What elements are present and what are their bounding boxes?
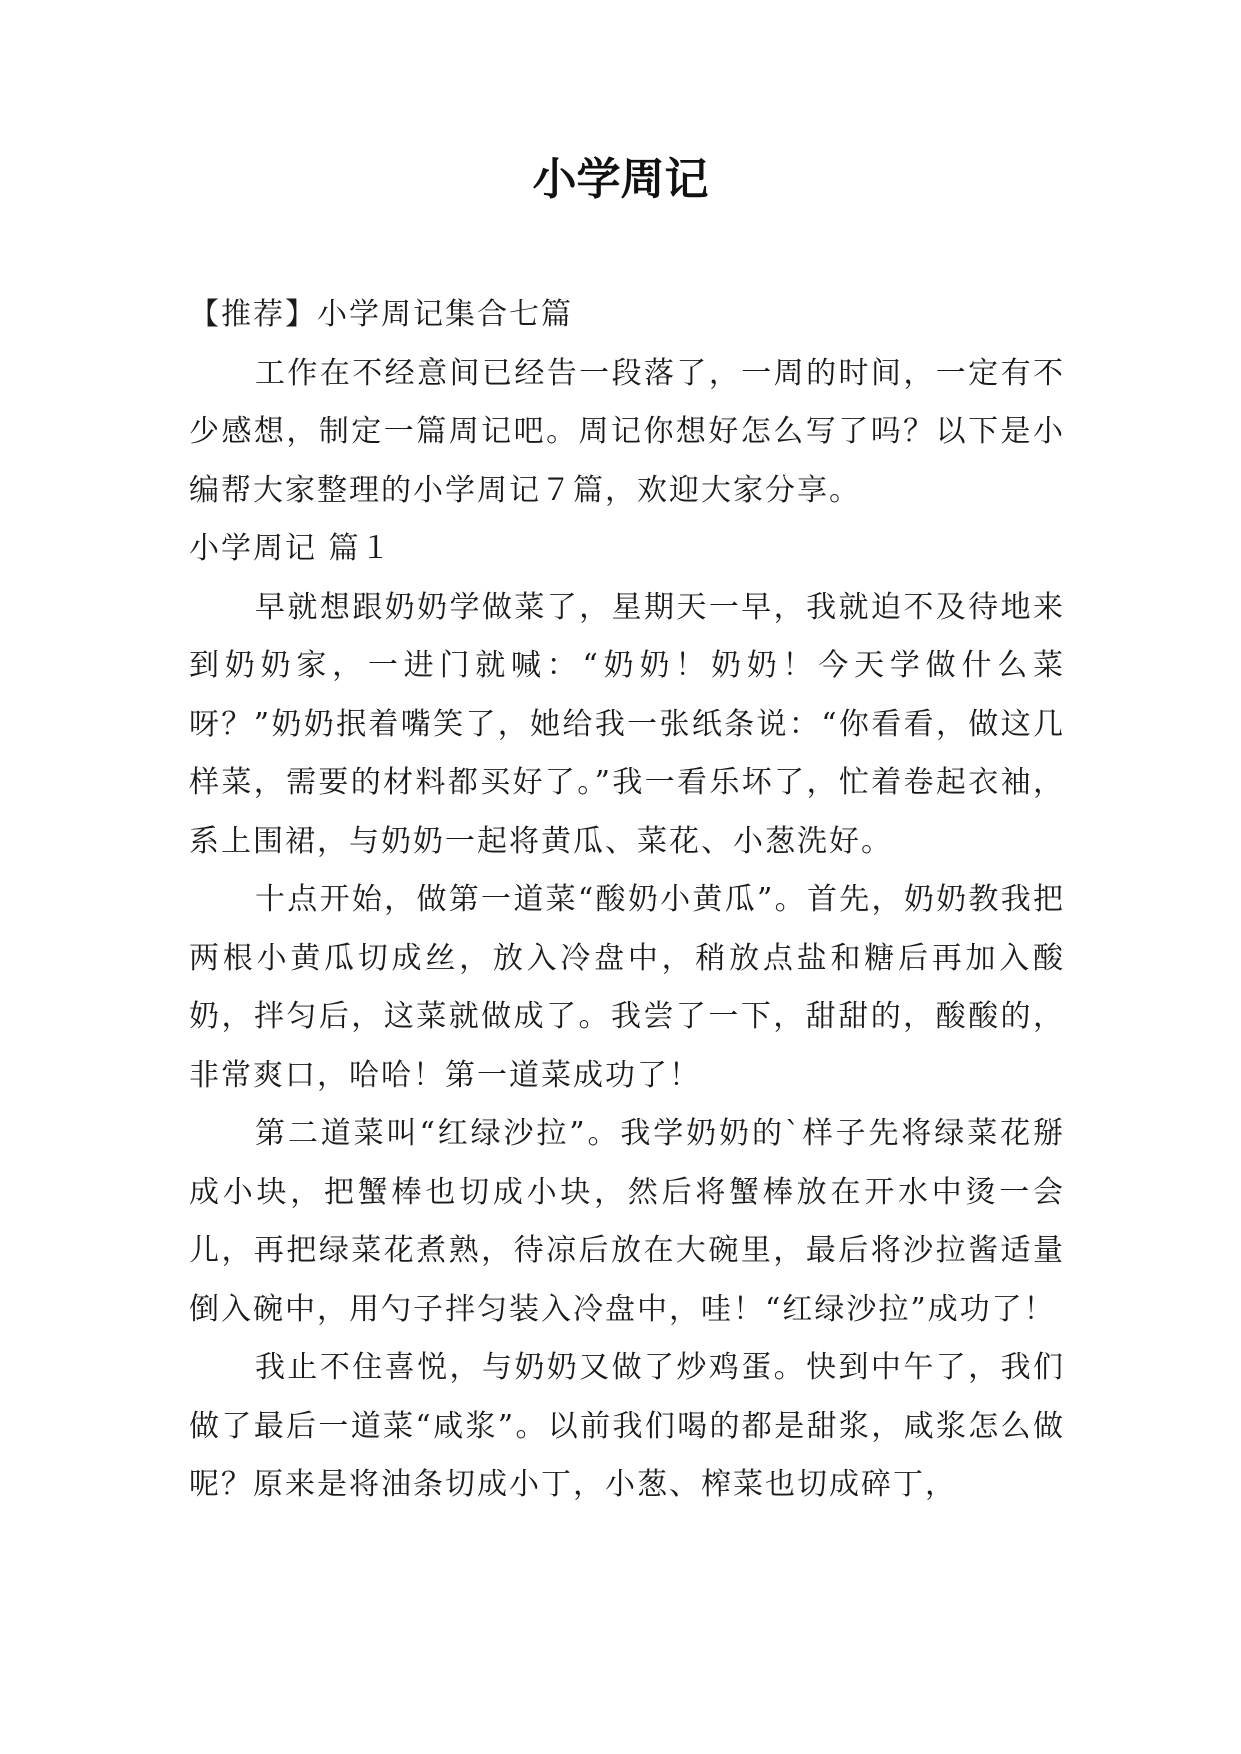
section-heading: 小学周记 篇１: [189, 531, 393, 566]
document-body: [189, 286, 1065, 1515]
paragraph: 早就想跟奶奶学做菜了，星期天一早，我就迫不及待地来到奶奶家，一进门就喊：“奶奶！奶奶！今天学做什么菜呀？”奶奶抿着嘴笑了，她给我一张纸条说：“你看看，做这几样菜，需要的材料都买好了。”我一看乐坏了，忙着卷起衣袖，系上围裙，与奶奶一起将黄瓜、菜花、小葱洗好。: [189, 589, 1065, 859]
paragraph: 第二道菜叫“红绿沙拉”。我学奶奶的`样子先将绿菜花掰成小块，把蟹棒也切成小块，然后将蟹棒放在开水中烫一会儿，再把绿菜花煮熟，待凉后放在大碗里，最后将沙拉酱适量倒入碗中，用勺子拌匀装入冷盘中，哇！“红绿沙拉”成功了！: [189, 1116, 1065, 1327]
paragraph: 我止不住喜悦，与奶奶又做了炒鸡蛋。快到中午了，我们做了最后一道菜“咸浆”。以前我们喝的都是甜浆，咸浆怎么做呢？原来是将油条切成小丁，小葱、榨菜也切成碎丁，: [189, 1350, 1065, 1502]
paragraph-intro: 工作在不经意间已经告一段落了，一周的时间，一定有不少感想，制定一篇周记吧。周记你想好怎么写了吗？以下是小编帮大家整理的小学周记７篇，欢迎大家分享。: [189, 355, 1065, 508]
document-title: 小学周记: [532, 154, 709, 205]
paragraph: 十点开始，做第一道菜“酸奶小黄瓜”。首先，奶奶教我把两根小黄瓜切成丝，放入冷盘中，稍放点盐和糖后再加入酸奶，拌匀后，这菜就做成了。我尝了一下，甜甜的，酸酸的，非常爽口，哈哈！第一道菜成功了！: [189, 882, 1065, 1093]
paragraph-recommend-heading: 【推荐】小学周记集合七篇: [189, 297, 573, 332]
